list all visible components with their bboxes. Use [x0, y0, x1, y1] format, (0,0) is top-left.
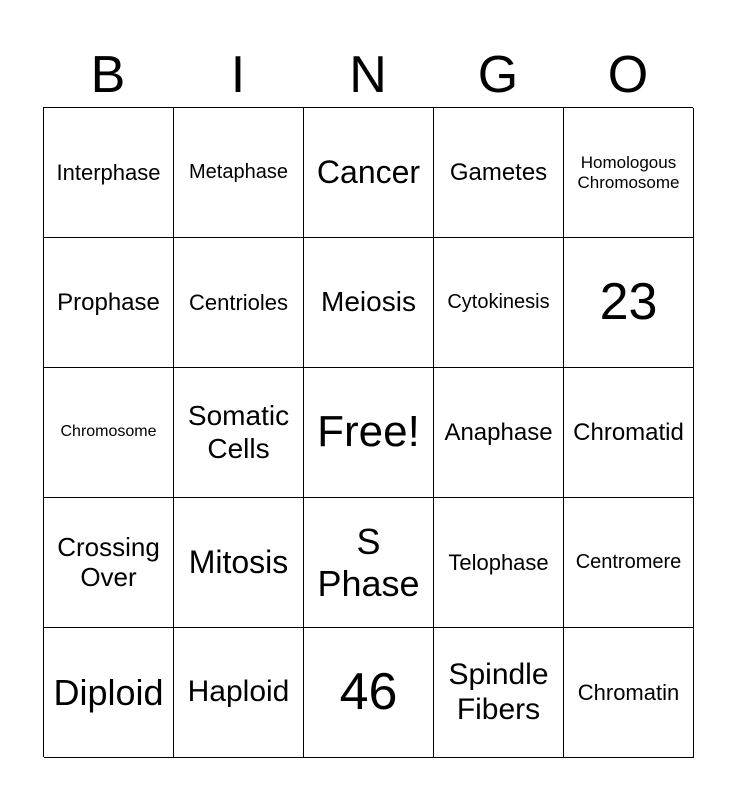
cell-label: Chromosome [60, 423, 157, 441]
cell-label: Crossing Over [57, 531, 160, 592]
bingo-cell-r3c5[interactable] [564, 368, 694, 498]
cell-label: Homologous Chromosome [577, 152, 680, 192]
cell-label: Chromatid [573, 418, 684, 446]
bingo-cell-r5c3[interactable] [304, 628, 434, 758]
cell-label: 23 [599, 272, 658, 331]
cell-label: Interphase [56, 159, 161, 185]
header-letter-g: G [477, 46, 519, 104]
cell-label: Meiosis [321, 286, 416, 318]
bingo-cell-r2c5[interactable] [564, 238, 694, 368]
cell-label: Free! [317, 407, 420, 457]
bingo-cell-r2c1[interactable] [44, 238, 174, 368]
bingo-cell-r2c4[interactable] [434, 238, 564, 368]
bingo-cell-r4c3[interactable] [304, 498, 434, 628]
cell-label: S Phase [317, 521, 420, 604]
cell-label: Diploid [53, 671, 164, 713]
bingo-cell-r3c4[interactable] [434, 368, 564, 498]
bingo-cell-r2c3[interactable] [304, 238, 434, 368]
cell-label: Gametes [449, 158, 548, 186]
cell-label: Metaphase [189, 161, 288, 183]
cell-label: Chromatin [577, 679, 680, 705]
bingo-cell-r4c1[interactable] [44, 498, 174, 628]
bingo-cell-r1c2[interactable] [174, 108, 304, 238]
bingo-board [43, 107, 693, 757]
cell-label: Prophase [57, 288, 160, 316]
bingo-cell-r1c4[interactable] [434, 108, 564, 238]
cell-label: Cancer [316, 154, 421, 191]
cell-label: Centromere [575, 551, 682, 573]
header-letter-b: B [90, 46, 126, 104]
cell-label: Cytokinesis [447, 291, 550, 313]
bingo-cell-r4c2[interactable] [174, 498, 304, 628]
cell-label: Somatic Cells [187, 400, 290, 464]
header-letter-n: N [349, 46, 387, 104]
bingo-cell-r3c1[interactable] [44, 368, 174, 498]
header-letter-i: I [230, 46, 246, 104]
bingo-cell-r3c3[interactable] [304, 368, 434, 498]
cell-label: Centrioles [188, 289, 289, 315]
bingo-cell-r5c2[interactable] [174, 628, 304, 758]
bingo-cell-r1c5[interactable] [564, 108, 694, 238]
bingo-cell-r5c4[interactable] [434, 628, 564, 758]
bingo-cell-r1c1[interactable] [44, 108, 174, 238]
bingo-cell-r5c5[interactable] [564, 628, 694, 758]
bingo-header [43, 44, 693, 106]
cell-label: Spindle Fibers [448, 658, 549, 726]
cell-label: Mitosis [188, 544, 289, 581]
bingo-cell-r4c5[interactable] [564, 498, 694, 628]
bingo-cell-r2c2[interactable] [174, 238, 304, 368]
bingo-cell-r3c2[interactable] [174, 368, 304, 498]
bingo-cell-r4c4[interactable] [434, 498, 564, 628]
header-letter-o: O [607, 46, 649, 104]
cell-label: Telophase [448, 549, 549, 575]
cell-label: 46 [339, 662, 398, 721]
cell-label: Anaphase [444, 418, 553, 446]
bingo-cell-r1c3[interactable] [304, 108, 434, 238]
bingo-cell-r5c1[interactable] [44, 628, 174, 758]
cell-label: Haploid [187, 675, 290, 709]
